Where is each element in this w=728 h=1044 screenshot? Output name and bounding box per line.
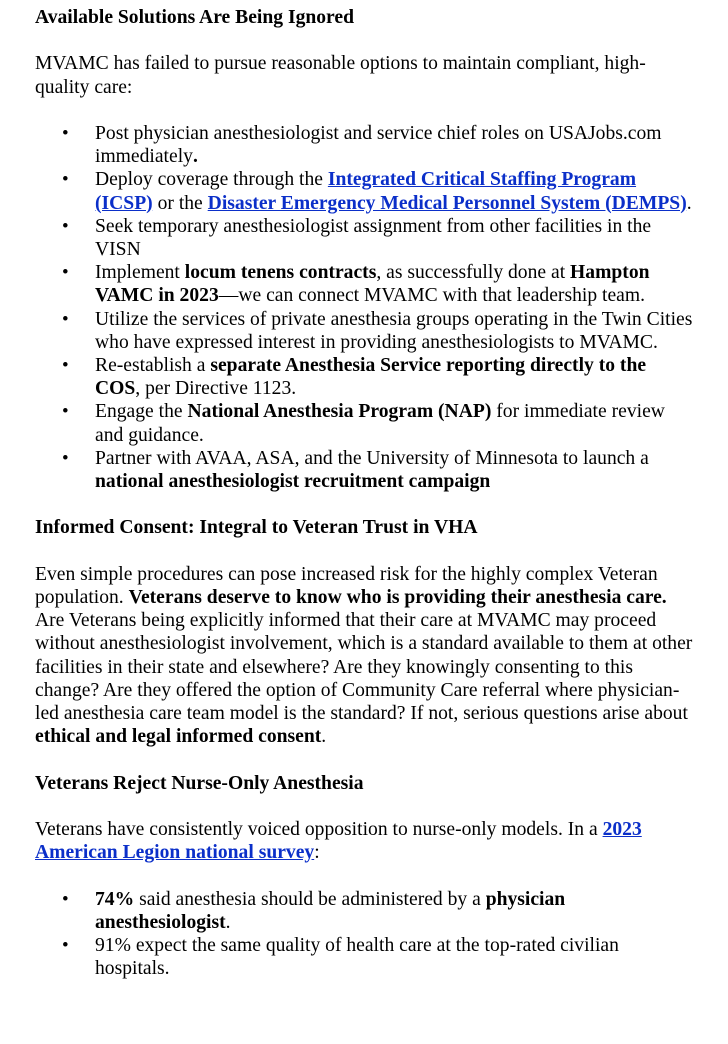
list-item: • Re-establish a separate Anesthesia Service reporting directly to the COS, per Directive 1123. (35, 354, 695, 400)
list-item: • Implement locum tenens contracts, as successfully done at Hampton VAMC in 2023—we can connect MVAMC with that leadership team. (35, 261, 695, 307)
demps-link[interactable]: Disaster Emergency Medical Personnel System (DEMPS) (207, 192, 687, 214)
list-item: • Utilize the services of private anesthesia groups operating in the Twin Cities who have expressed interest in providing anesthesiologists to MVAMC. (35, 308, 695, 354)
icsp-link[interactable]: Integrated Critical Staffing Program (ICSP) (95, 169, 637, 214)
survey-results-list (35, 888, 695, 981)
list-item: • Partner with AVAA, ASA, and the University of Minnesota to launch a national anesthesiologist recruitment campaign (35, 447, 695, 493)
heading-informed-consent: Informed Consent: Integral to Veteran Trust in VHA (35, 517, 478, 539)
heading-veterans-reject: Veterans Reject Nurse-Only Anesthesia (35, 772, 364, 794)
american-legion-survey-link[interactable]: 2023 American Legion national survey (35, 819, 642, 864)
list-item: • 91% expect the same quality of health care at the top-rated civilian hospitals. (35, 934, 695, 980)
list-item: • 74% said anesthesia should be administered by a physician anesthesiologist. (35, 888, 695, 934)
intro-paragraph: MVAMC has failed to pursue reasonable options to maintain compliant, high-quality care: (35, 53, 646, 98)
list-item: • Seek temporary anesthesiologist assignment from other facilities in the VISN (35, 215, 695, 261)
survey-paragraph: Veterans have consistently voiced opposition to nurse-only models. In a 2023 American Legion national survey: (35, 819, 642, 864)
solutions-list (35, 122, 695, 493)
heading-available-solutions: Available Solutions Are Being Ignored (35, 7, 354, 28)
list-item: • Engage the National Anesthesia Program (NAP) for immediate review and guidance. (35, 400, 695, 446)
document-page (35, 6, 695, 980)
list-item: • Deploy coverage through the Integrated Critical Staffing Program (ICSP) or the Disaster Emergency Medical Personnel System (DEMPS). (35, 168, 695, 214)
list-item: • Post physician anesthesiologist and service chief roles on USAJobs.com immediately. (35, 122, 695, 168)
informed-consent-paragraph: Even simple procedures can pose increased risk for the highly complex Veteran population. Veterans deserve to know who is providing their anesthesia care. Are Veterans being explicitly informed that their care at MVAMC may proceed without anesthesiologist involvement, which is a standard available to them at other facilities in their state and elsewhere? Are they knowingly consenting to this change? Are they offered the option of Community Care referral where physician-led anesthesia care team model is the standard? If not, serious questions arise about ethical and legal informed consent. (35, 563, 693, 748)
